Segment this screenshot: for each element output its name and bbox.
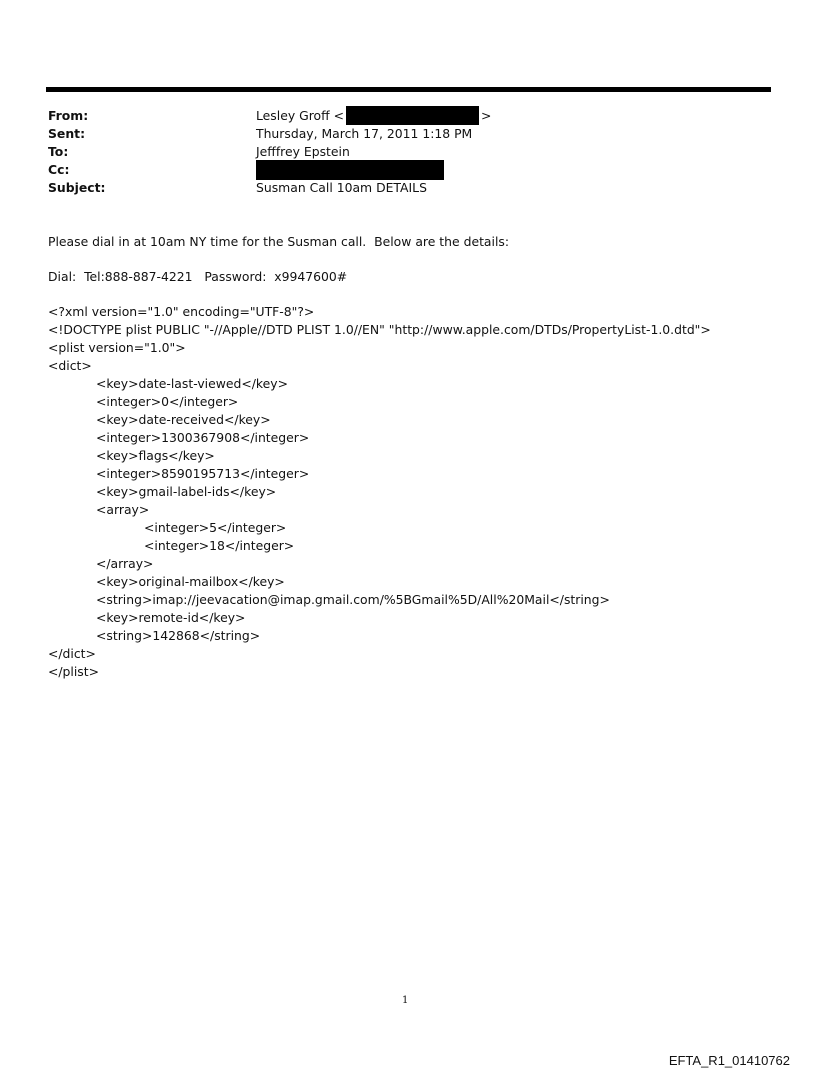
xml-line: <integer>18</integer>: [144, 538, 295, 553]
sent-value: Thursday, March 17, 2011 1:18 PM: [256, 126, 473, 141]
cc-label: Cc:: [48, 162, 70, 177]
header-divider-rule: [46, 87, 771, 92]
xml-line: <key>original-mailbox</key>: [96, 574, 285, 589]
to-label: To:: [48, 144, 69, 159]
intro-paragraph: Please dial in at 10am NY time for the Susman call. Below are the details:: [48, 234, 510, 249]
page-number: 1: [402, 995, 409, 1006]
paragraph-gap: [48, 286, 788, 303]
subject-value: Susman Call 10am DETAILS: [256, 180, 427, 195]
xml-line: <string>142868</string>: [96, 628, 261, 643]
email-body: [48, 233, 788, 681]
sender-name: Lesley Groff: [256, 108, 330, 123]
from-row: [48, 107, 748, 125]
sent-row: [48, 125, 748, 143]
xml-line: <integer>5</integer>: [144, 520, 287, 535]
xml-line: <key>date-received</key>: [96, 412, 271, 427]
cc-row: [48, 161, 748, 179]
xml-line: <array>: [96, 502, 150, 517]
xml-line: <plist version="1.0">: [48, 340, 186, 355]
xml-line: </dict>: [48, 646, 96, 661]
from-value: [256, 107, 491, 126]
plist-xml-block: [48, 303, 788, 681]
dial-in-details: Dial: Tel:888-887-4221 Password: x9947600#: [48, 269, 348, 284]
xml-line: <integer>1300367908</integer>: [96, 430, 310, 445]
xml-line: <key>flags</key>: [96, 448, 215, 463]
from-label: From:: [48, 108, 89, 123]
document-id: EFTA_R1_01410762: [668, 1053, 790, 1068]
xml-line: <!DOCTYPE plist PUBLIC "-//Apple//DTD PLIST 1.0//EN" "http://www.apple.com/DTDs/PropertyList-1.0.dtd">: [48, 322, 711, 337]
email-header: [48, 107, 748, 197]
email-close-bracket: >: [481, 108, 492, 123]
redacted-cc-recipients: [256, 160, 444, 180]
sent-label: Sent:: [48, 126, 86, 141]
redacted-sender-email: [346, 106, 479, 125]
subject-label: Subject:: [48, 180, 106, 195]
xml-line: <integer>0</integer>: [96, 394, 239, 409]
xml-line: <key>date-last-viewed</key>: [96, 376, 288, 391]
xml-line: <?xml version="1.0" encoding="UTF-8"?>: [48, 304, 315, 319]
xml-line: </array>: [96, 556, 154, 571]
subject-row: [48, 179, 748, 197]
paragraph-gap: [48, 251, 788, 268]
to-value: Jefffrey Epstein: [256, 144, 350, 159]
email-open-bracket: <: [333, 108, 344, 123]
xml-line: <integer>8590195713</integer>: [96, 466, 310, 481]
xml-line: <string>imap://jeevacation@imap.gmail.com/%5BGmail%5D/All%20Mail</string>: [96, 592, 610, 607]
xml-line: <key>gmail-label-ids</key>: [96, 484, 277, 499]
xml-line: <key>remote-id</key>: [96, 610, 246, 625]
xml-line: </plist>: [48, 664, 100, 679]
xml-line: <dict>: [48, 358, 92, 373]
to-row: [48, 143, 748, 161]
